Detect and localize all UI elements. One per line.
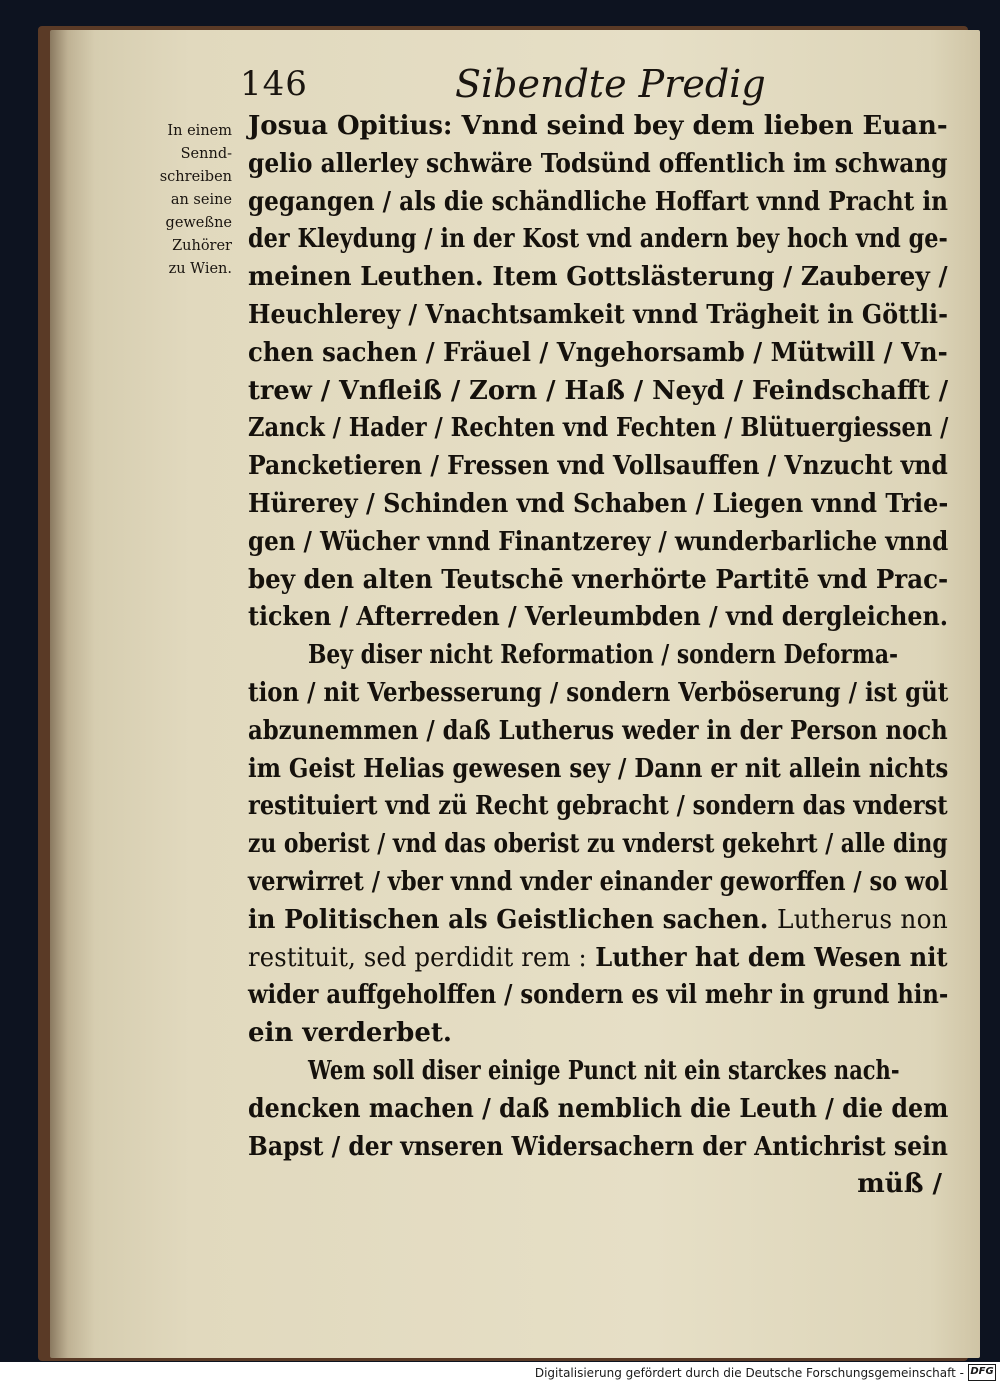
text-line: gegangen / als die schändliche Hoffart vnnd Pracht in <box>248 186 948 217</box>
latin-phrase: restituit, sed perdidit rem : <box>248 942 587 973</box>
text-line: Wem soll diser einige Punct nit ein starckes nach- <box>308 1055 900 1086</box>
catchword: müß / <box>857 1169 942 1200</box>
margin-note-line: Zuhörer <box>172 238 232 254</box>
text-line: Bey diser nicht Reformation / sondern Deforma- <box>308 640 899 671</box>
text-line: ticken / Afterreden / Verleumbden / vnd dergleichen. <box>248 602 949 633</box>
text-line: gelio allerley schwäre Todsünd offentlich im schwang <box>248 148 948 179</box>
text-line: zu oberist / vnd das oberist zu vnderst gekehrt / alle ding <box>248 829 948 860</box>
text-line: meinen Leuthen. Item Gottslästerung / Zauberey / <box>248 262 948 293</box>
text-line <box>248 902 948 940</box>
text-line: restituiert vnd zü Recht gebracht / sondern das vnderst <box>248 791 948 822</box>
margin-note-line: Sennd- <box>180 146 232 162</box>
margin-note <box>140 120 232 281</box>
text-line: Pancketieren / Fressen vnd Vollsauffen / Vnzucht vnd <box>248 451 948 482</box>
text-line-fraktur: Luther hat dem Wesen nit <box>595 942 948 973</box>
latin-phrase: Lutherus non <box>777 904 948 935</box>
text-line: ein verderbet. <box>248 1018 452 1049</box>
margin-note-line: schreiben <box>159 169 232 185</box>
text-line: dencken machen / daß nemblich die Leuth / die dem <box>248 1093 949 1124</box>
text-line: Josua Opitius: Vnnd seind bey dem lieben Euan- <box>248 111 948 141</box>
margin-note-line: geweßne <box>165 215 232 231</box>
text-line: verwirret / vber vnnd vnder einander geworffen / so wol <box>248 866 949 897</box>
text-line: Bapst / der vnseren Widersachern der Antichrist sein <box>248 1131 948 1162</box>
text-line: trew / Vnfleiß / Zorn / Haß / Neyd / Feindschafft / <box>248 375 949 406</box>
text-line: chen sachen / Fräuel / Vngehorsamb / Mütwill / Vn- <box>248 337 948 368</box>
funding-credit: Digitalisierung gefördert durch die Deutsche Forschungsgemeinschaft - <box>534 1366 964 1380</box>
running-title: Sibendte Predig <box>455 62 766 106</box>
margin-note-line: In einem <box>167 123 232 139</box>
text-line: wider auffgeholffen / sondern es vil mehr in grund hin- <box>248 980 949 1011</box>
margin-note-line: zu Wien. <box>168 261 232 277</box>
text-line: Hürerey / Schinden vnd Schaben / Liegen vnnd Trie- <box>248 488 949 519</box>
body-text <box>248 108 948 1204</box>
text-line <box>248 940 948 978</box>
text-line: der Kleydung / in der Kost vnd andern bey hoch vnd ge- <box>248 224 948 255</box>
text-line: im Geist Helias gewesen sey / Dann er nit allein nichts <box>248 753 949 784</box>
footer-bar <box>0 1362 1000 1385</box>
text-line: gen / Wücher vnnd Finantzerey / wunderbarliche vnnd <box>248 526 949 557</box>
text-line: bey den alten Teutschē vnerhörte Partitē vnd Prac- <box>248 564 949 595</box>
text-line: tion / nit Verbesserung / sondern Verböserung / ist güt <box>248 677 949 708</box>
dfg-logo-icon: DFG <box>968 1364 996 1381</box>
text-line: Heuchlerey / Vnachtsamkeit vnnd Trägheit in Göttli- <box>248 299 948 330</box>
margin-note-line: an seine <box>170 192 232 208</box>
text-line: Zanck / Hader / Rechten vnd Fechten / Blütuergiessen / <box>248 413 949 444</box>
page-header <box>240 62 940 112</box>
text-line: abzunemmen / daß Lutherus weder in der Person noch <box>248 715 948 746</box>
page-number: 146 <box>240 64 308 104</box>
text-line-fraktur: in Politischen als Geistlichen sachen. <box>248 904 769 935</box>
